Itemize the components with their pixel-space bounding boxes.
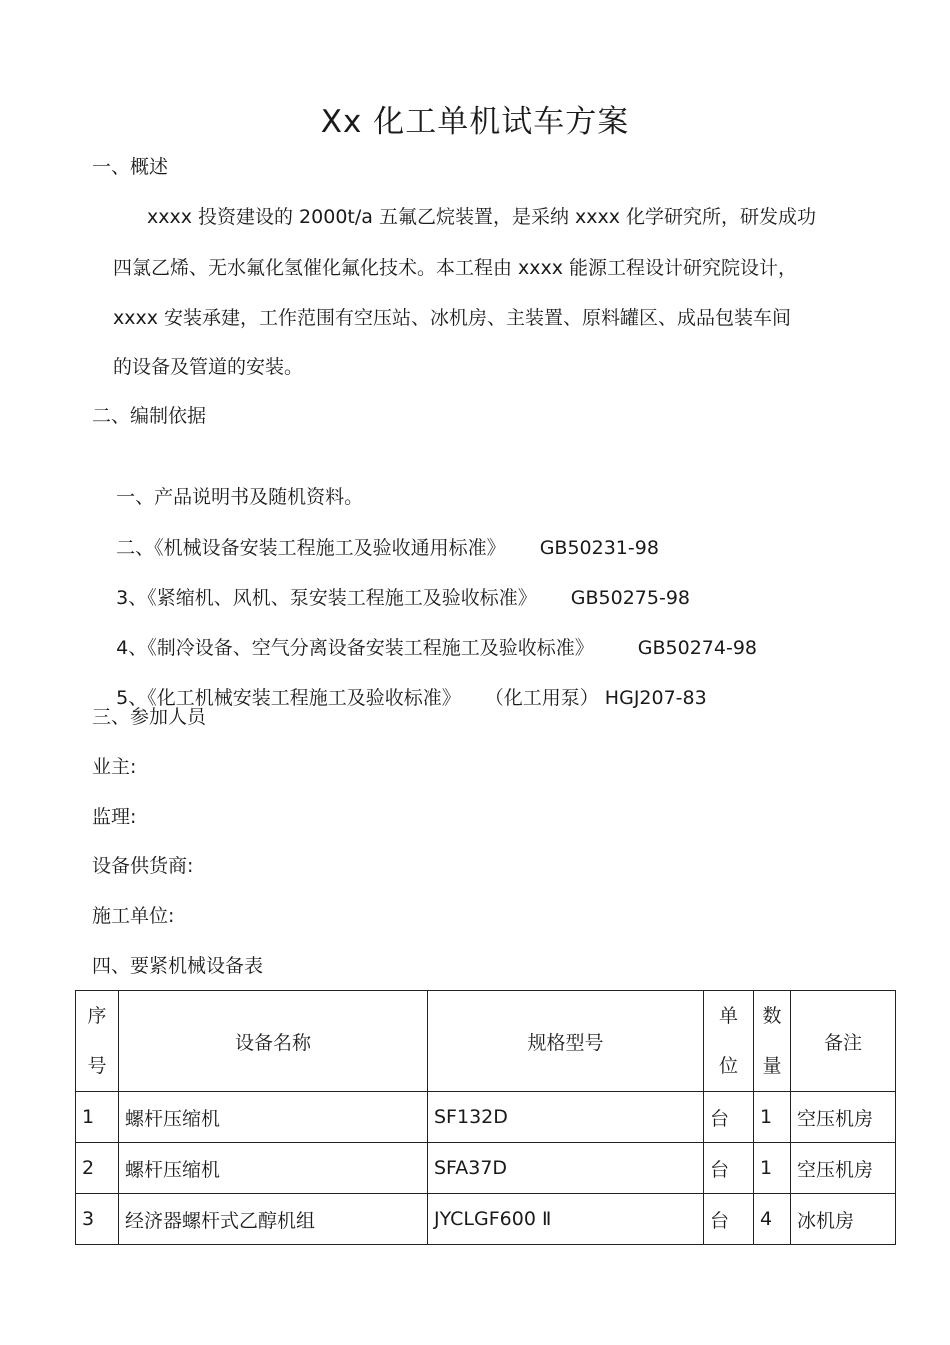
cell-note: 空压机房	[791, 1143, 896, 1194]
header-unit	[704, 991, 754, 1092]
overview-line-1: xxxx 投资建设的 2000t/a 五氟乙烷装置，是采纳 xxxx 化学研究所，研发成功	[147, 206, 817, 228]
header-unit-line2: 位	[718, 1055, 738, 1077]
basis-item-code: GB50275-98	[570, 587, 690, 609]
cell-name: 螺杆压缩机	[119, 1143, 428, 1194]
section-heading-participants: 三、参加人员	[92, 706, 207, 728]
header-unit-line1: 单	[718, 1005, 738, 1027]
section-heading-equipment: 四、要紧机械设备表	[92, 955, 264, 977]
cell-unit: 台	[704, 1194, 754, 1245]
table-row	[76, 1092, 896, 1143]
section-heading-basis: 二、编制依据	[92, 405, 207, 427]
cell-model: JYCLGF600 Ⅱ	[428, 1194, 704, 1245]
cell-name: 螺杆压缩机	[119, 1092, 428, 1143]
header-name: 设备名称	[119, 991, 428, 1092]
header-note: 备注	[791, 991, 896, 1092]
cell-qty: 4	[754, 1194, 791, 1245]
header-qty-line1: 数	[762, 1005, 782, 1027]
basis-item-text: 5、《化工机械安装工程施工及验收标准》	[116, 687, 461, 709]
overview-line-2: 四氯乙烯、无水氟化氢催化氟化技术。本工程由 xxxx 能源工程设计研究院设计，	[113, 257, 798, 279]
overview-line-3: xxxx 安装承建，工作范围有空压站、冰机房、主装置、原料罐区、成品包装车间	[113, 307, 792, 329]
basis-item-code: GB50231-98	[539, 537, 659, 559]
cell-qty: 1	[754, 1143, 791, 1194]
table-row	[76, 1194, 896, 1245]
cell-qty: 1	[754, 1092, 791, 1143]
participant-contractor: 施工单位:	[92, 905, 175, 927]
cell-unit: 台	[704, 1092, 754, 1143]
table-row	[76, 1143, 896, 1194]
cell-note: 空压机房	[791, 1092, 896, 1143]
header-no	[76, 991, 119, 1092]
header-no-line2: 号	[87, 1055, 107, 1077]
cell-unit: 台	[704, 1143, 754, 1194]
cell-note: 冰机房	[791, 1194, 896, 1245]
header-qty	[754, 991, 791, 1092]
basis-item-code: GB50274-98	[637, 637, 757, 659]
basis-item-code: （化工用泵） HGJ207-83	[484, 687, 707, 709]
equipment-table	[75, 990, 896, 1245]
header-model: 规格型号	[428, 991, 704, 1092]
basis-item-text: 4、《制冷设备、空气分离设备安装工程施工及验收标准》	[116, 637, 594, 659]
participant-owner: 业主:	[92, 756, 137, 778]
participant-supplier: 设备供货商:	[92, 855, 194, 877]
cell-name: 经济器螺杆式乙醇机组	[119, 1194, 428, 1245]
basis-item-text: 一、产品说明书及随机资料。	[116, 486, 364, 508]
participant-supervisor: 监理:	[92, 806, 137, 828]
document-title: Xx 化工单机试车方案	[320, 104, 630, 140]
basis-item-text: 二、《机械设备安装工程施工及验收通用标准》	[116, 537, 506, 559]
cell-model: SF132D	[428, 1092, 704, 1143]
cell-no: 2	[76, 1143, 119, 1194]
cell-no: 3	[76, 1194, 119, 1245]
section-heading-overview: 一、概述	[92, 156, 169, 178]
cell-no: 1	[76, 1092, 119, 1143]
table-header-row	[76, 991, 896, 1092]
basis-item-text: 3、《紧缩机、风机、泵安装工程施工及验收标准》	[116, 587, 537, 609]
header-no-line1: 序	[87, 1005, 107, 1027]
cell-model: SFA37D	[428, 1143, 704, 1194]
overview-line-4: 的设备及管道的安装。	[113, 356, 304, 378]
header-qty-line2: 量	[762, 1055, 782, 1077]
